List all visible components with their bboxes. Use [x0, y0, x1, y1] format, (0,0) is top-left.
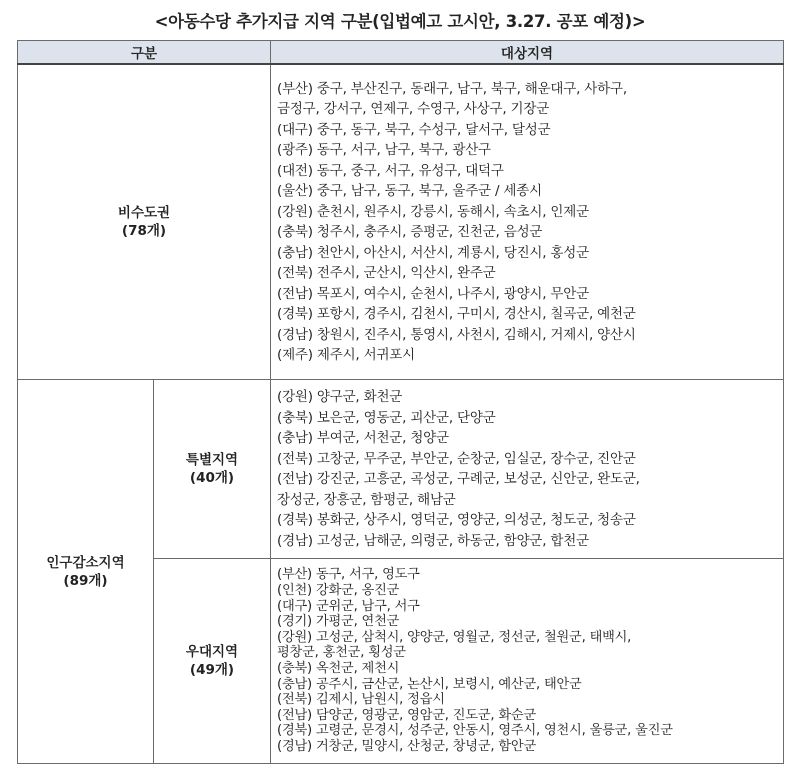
region-line: (인천) 강화군, 옹진군: [277, 583, 400, 599]
region-list: [271, 64, 784, 380]
region-list: [271, 559, 784, 764]
non-capital-cell: [18, 64, 271, 380]
region-line: 금정구, 강서구, 연제구, 수영구, 사상구, 기장군: [277, 101, 550, 117]
region-line: 장성군, 장흥군, 함평군, 해남군: [277, 491, 456, 508]
region-lines: [277, 79, 779, 366]
region-line: (부산) 중구, 부산진구, 동래구, 남구, 북구, 해운대구, 사하구,: [277, 80, 627, 97]
subgroup-name: 특별지역: [185, 452, 239, 468]
header-category: 구분: [18, 41, 271, 65]
region-line: (전남) 목포시, 여수시, 순천시, 나주시, 광양시, 무안군: [277, 285, 589, 302]
region-line: (전남) 담양군, 영광군, 영암군, 진도군, 화순군: [277, 707, 536, 723]
region-line: (대구) 중구, 동구, 북구, 수성구, 달서구, 달성군: [277, 121, 551, 138]
region-line: (전북) 김제시, 남원시, 정읍시: [277, 692, 445, 708]
region-lines: [277, 567, 779, 754]
region-line: (전북) 고창군, 무주군, 부안군, 순창군, 임실군, 장수군, 진안군: [277, 450, 636, 467]
region-list: [271, 380, 784, 559]
region-line: (충남) 천안시, 아산시, 서산시, 계룡시, 당진시, 홍성군: [277, 244, 589, 261]
special-area-cell: [154, 380, 271, 559]
region-line: (경남) 고성군, 남해군, 의령군, 하동군, 함양군, 합천군: [277, 532, 589, 549]
region-line: (충남) 공주시, 금산군, 논산시, 보령시, 예산군, 태안군: [277, 676, 582, 692]
subgroup-count: (49개): [189, 662, 235, 678]
table-row: [18, 380, 784, 559]
document-title: <아동수당 추가지급 지역 구분(입법예고 고시안, 3.27. 공포 예정)>: [154, 12, 646, 31]
region-line: (충북) 청주시, 충주시, 증평군, 진천군, 음성군: [277, 224, 543, 240]
header-regions: 대상지역: [271, 41, 784, 65]
region-line: (충북) 보은군, 영동군, 괴산군, 단양군: [277, 409, 496, 426]
region-line: (경남) 창원시, 진주시, 통영시, 사천시, 김해시, 거제시, 양산시: [277, 326, 636, 343]
region-line: (경북) 포항시, 경주시, 김천시, 구미시, 경산시, 칠곡군, 예천군: [277, 306, 636, 322]
preferential-area-cell: [154, 559, 271, 764]
region-line: (경북) 봉화군, 상주시, 영덕군, 영양군, 의성군, 청도군, 청송군: [277, 512, 636, 528]
region-line: (충북) 옥천군, 제천시: [277, 661, 400, 676]
region-line: (전남) 강진군, 고흥군, 곡성군, 구례군, 보성군, 신안군, 완도군,: [277, 471, 640, 487]
region-line: (울산) 중구, 남구, 동구, 북구, 울주군 / 세종시: [277, 183, 542, 199]
table-header-row: [18, 41, 784, 65]
region-line: 평창군, 홍천군, 횡성군: [277, 645, 406, 661]
region-lines: [277, 387, 779, 551]
group-count: (78개): [121, 223, 167, 239]
group-name: 인구감소지역: [46, 554, 125, 571]
population-decline-cell: [18, 380, 154, 764]
region-line: (경기) 가평군, 연천군: [277, 614, 400, 630]
region-line: (대구) 군위군, 남구, 서구: [277, 598, 420, 614]
table-row: [18, 64, 784, 380]
region-line: (광주) 동구, 서구, 남구, 북구, 광산구: [277, 142, 491, 158]
group-count: (89개): [63, 572, 108, 589]
region-line: (강원) 춘천시, 원주시, 강릉시, 동해시, 속초시, 인제군: [277, 203, 589, 220]
region-line: (강원) 고성군, 삼척시, 양양군, 영월군, 정선군, 철원군, 태백시,: [277, 629, 632, 645]
region-line: (부산) 동구, 서구, 영도구: [277, 567, 420, 583]
region-line: (제주) 제주시, 서귀포시: [277, 347, 415, 363]
region-line: (경북) 고령군, 문경시, 성주군, 안동시, 영주시, 영천시, 울릉군, 울진군: [277, 723, 673, 739]
subgroup-name: 우대지역: [185, 644, 239, 660]
region-line: (경남) 거창군, 밀양시, 산청군, 창녕군, 함안군: [277, 738, 536, 754]
region-line: (전북) 전주시, 군산시, 익산시, 완주군: [277, 265, 496, 281]
region-line: (강원) 양구군, 화천군: [277, 389, 403, 405]
region-line: (충남) 부여군, 서천군, 청양군: [277, 430, 449, 446]
subgroup-count: (40개): [189, 470, 235, 486]
group-name: 비수도권: [117, 205, 171, 221]
region-line: (대전) 동구, 중구, 서구, 유성구, 대덕구: [277, 162, 504, 179]
region-table: [17, 40, 784, 764]
